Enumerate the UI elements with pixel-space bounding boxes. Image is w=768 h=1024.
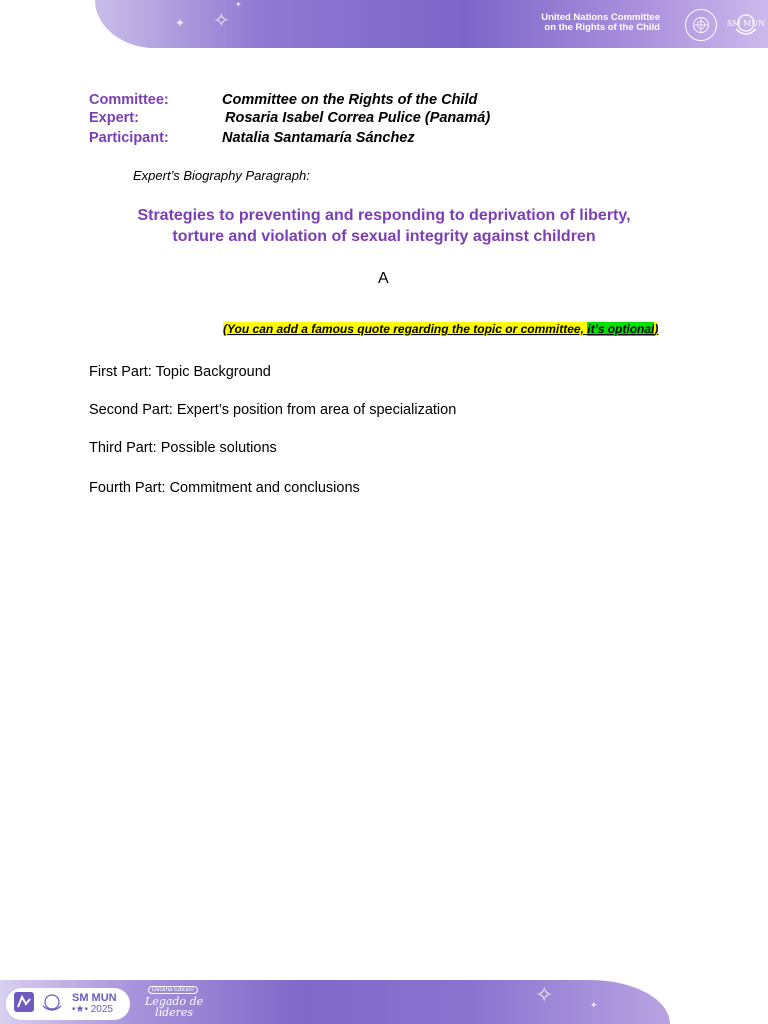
participant-label: Participant: xyxy=(89,130,169,146)
biography-label: Expert’s Biography Paragraph: xyxy=(133,168,310,183)
legado-line1: Legado de xyxy=(145,995,204,1008)
header-title-line1: United Nations Committee xyxy=(541,12,660,23)
header-banner xyxy=(95,0,768,48)
committee-value: Committee on the Rights of the Child xyxy=(222,92,478,108)
part-fourth: Fourth Part: Commitment and conclusions xyxy=(89,480,360,496)
part-first: First Part: Topic Background xyxy=(89,364,271,380)
sparkle-icon: ✦ xyxy=(235,0,242,9)
participant-row xyxy=(89,130,415,146)
topic-title-line2: torture and violation of sexual integrity against children xyxy=(172,228,596,245)
sm-mun-logo-icon xyxy=(726,9,766,41)
quote-text-yellow: (You can add a famous quote regarding the topic or committee, xyxy=(223,322,588,336)
quote-instruction xyxy=(223,322,658,336)
sparkle-icon: ✦ xyxy=(590,1000,598,1010)
topic-title-line1: Strategies to preventing and responding to deprivation of liberty, xyxy=(137,207,631,224)
expert-label: Expert: xyxy=(89,110,139,126)
sparkle-icon: ✦ xyxy=(175,16,186,30)
sm-mun-2025-text xyxy=(72,992,117,1016)
committee-row xyxy=(89,92,477,108)
school-emblem-icon xyxy=(12,990,36,1014)
quote-text-green: it’s optional xyxy=(587,322,655,336)
part-second: Second Part: Expert’s position from area of specialization xyxy=(89,402,457,418)
edition-badge: Décima Edición xyxy=(148,986,198,994)
sparkle-icon: ✧ xyxy=(213,10,230,32)
placeholder-letter: A xyxy=(378,270,389,287)
participant-value: Natalia Santamaría Sánchez xyxy=(222,130,415,146)
smmun-line1: SM MUN xyxy=(72,992,117,1004)
legado-de-lideres-logo xyxy=(145,996,203,1018)
smmun-line2: •★• 2025 xyxy=(72,1004,113,1015)
committee-label: Committee: xyxy=(89,92,169,108)
topic-title xyxy=(89,205,679,247)
committee-header-title xyxy=(541,13,660,33)
part-third: Third Part: Possible solutions xyxy=(89,440,277,456)
sm-logo-text: SM MUN xyxy=(726,19,766,28)
footer-banner xyxy=(0,980,670,1024)
sparkle-icon: ✧ xyxy=(535,982,554,1007)
sm-laurel-icon xyxy=(40,992,64,1014)
legado-line2: líderes xyxy=(155,1006,194,1019)
un-emblem-icon xyxy=(685,9,717,41)
expert-value: Rosaria Isabel Correa Pulice (Panamá) xyxy=(225,110,491,126)
expert-row xyxy=(89,110,490,126)
header-title-line2: on the Rights of the Child xyxy=(544,22,660,33)
quote-text-close: ) xyxy=(654,322,659,336)
